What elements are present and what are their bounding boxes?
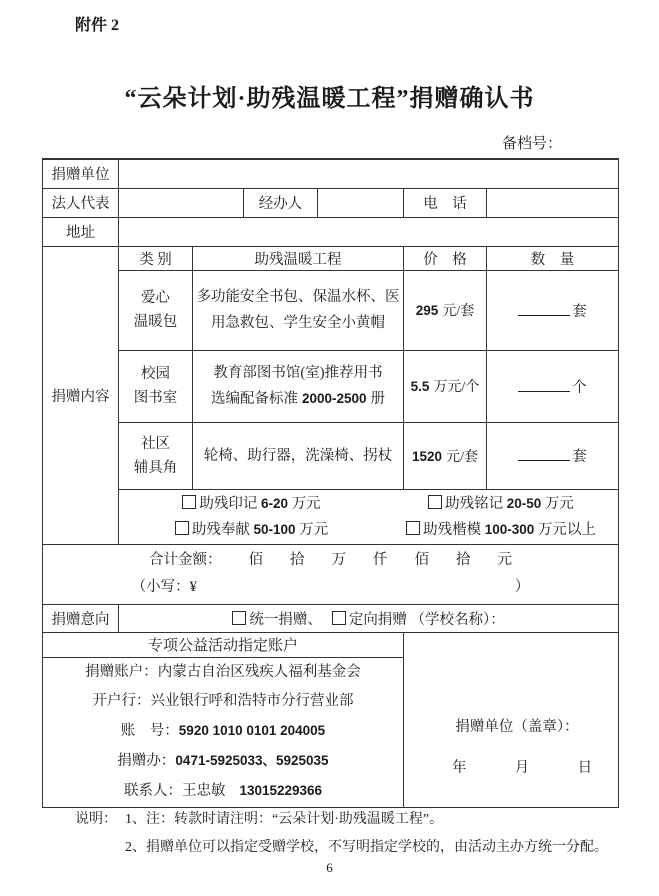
item-category: 社区 辅具角 bbox=[119, 422, 193, 489]
amount-small-input[interactable] bbox=[197, 577, 515, 591]
row-item-warm-pack bbox=[43, 270, 619, 350]
donation-tiers bbox=[119, 489, 619, 544]
legal-rep-label: 法人代表 bbox=[43, 188, 119, 217]
item-description: 多功能安全书包、保温水杯、医用急救包、学生安全小黄帽 bbox=[193, 270, 404, 350]
checkbox-tier-1[interactable] bbox=[182, 495, 196, 509]
attachment-label: 附件 2 bbox=[75, 17, 120, 34]
checkbox-directed-donation[interactable] bbox=[332, 611, 346, 625]
donor-unit-input[interactable] bbox=[119, 159, 619, 188]
date-month-label: 月 bbox=[514, 759, 530, 776]
item-description: 轮椅、助行器，洗澡椅、拐杖 bbox=[193, 422, 404, 489]
row-account-header bbox=[43, 632, 619, 657]
notes-label: 说明： bbox=[75, 812, 117, 827]
quantity-input[interactable] bbox=[518, 447, 570, 461]
checkbox-tier-2[interactable] bbox=[428, 495, 442, 509]
contact-person-line: 联系人：王忠敏 13015229366 bbox=[123, 783, 323, 799]
content-label: 捐赠内容 bbox=[43, 246, 119, 544]
item-quantity: 个 bbox=[487, 350, 619, 422]
item-description: 教育部图书馆(室)推荐用书 选编配备标准 2000-2500 册 bbox=[193, 350, 404, 422]
row-donor-unit bbox=[43, 159, 619, 188]
project-header: 助残温暖工程 bbox=[193, 246, 404, 270]
row-content-header bbox=[43, 246, 619, 270]
donation-form-table bbox=[42, 158, 619, 808]
notes-section bbox=[42, 806, 642, 862]
item-price: 5.5 万元/个 bbox=[404, 350, 487, 422]
item-price: 295 元/套 bbox=[404, 270, 487, 350]
item-price: 1520 元/套 bbox=[404, 422, 487, 489]
legal-rep-input[interactable] bbox=[119, 188, 244, 217]
item-quantity: 套 bbox=[487, 422, 619, 489]
page-number: 6 bbox=[326, 860, 333, 875]
donor-unit-label: 捐赠单位 bbox=[43, 159, 119, 188]
note-line-1: 1、注：转款时请注明：“云朵计划·助残温暖工程”。 bbox=[125, 812, 444, 827]
item-category: 爱心 温暖包 bbox=[119, 270, 193, 350]
tier-option: 助残奉献 50-100 万元 bbox=[119, 519, 384, 541]
row-item-library bbox=[43, 350, 619, 422]
office-phone-line: 捐赠办：0471-5925033、5925035 bbox=[117, 753, 329, 769]
total-amount-cell: 合计金额： 佰 拾 万 仟 佰 拾 元 （小写：¥ ） bbox=[43, 544, 619, 604]
intent-label: 捐赠意向 bbox=[43, 604, 119, 632]
address-input[interactable] bbox=[119, 217, 619, 246]
tier-option: 助残楷模 100-300 万元以上 bbox=[384, 519, 618, 541]
quantity-header: 数 量 bbox=[487, 246, 619, 270]
checkbox-unified-donation[interactable] bbox=[232, 611, 246, 625]
stamp-label: 捐赠单位（盖章）： bbox=[455, 719, 579, 735]
checkbox-tier-4[interactable] bbox=[406, 521, 420, 535]
quantity-input[interactable] bbox=[518, 302, 570, 316]
account-name-line: 捐赠账户：内蒙古自治区残疾人福利基金会 bbox=[85, 664, 361, 680]
phone-label: 电 话 bbox=[404, 188, 487, 217]
item-quantity: 套 bbox=[487, 270, 619, 350]
handler-input[interactable] bbox=[318, 188, 404, 217]
total-amount-label: 合计金额： bbox=[149, 552, 222, 568]
category-header: 类 别 bbox=[119, 246, 193, 270]
intent-options: 统一捐赠、 定向捐赠 （学校名称）： bbox=[119, 604, 619, 632]
quantity-input[interactable] bbox=[518, 378, 570, 392]
amount-small-label: （小写：¥ bbox=[131, 579, 197, 595]
account-number-line: 账 号：5920 1010 0101 204005 bbox=[120, 723, 326, 739]
tier-option: 助残印记 6-20 万元 bbox=[119, 493, 384, 515]
tier-option: 助残铭记 20-50 万元 bbox=[384, 493, 618, 515]
filing-number-label: 备档号： bbox=[501, 136, 562, 152]
account-details bbox=[43, 657, 404, 807]
bank-line: 开户行：兴业银行呼和浩特市分行营业部 bbox=[92, 693, 354, 709]
date-year-label: 年 bbox=[452, 759, 467, 776]
note-line-2: 2、捐赠单位可以指定受赠学校，不写明指定学校的，由活动主办方统一分配。 bbox=[125, 840, 608, 855]
row-total-amount bbox=[43, 544, 619, 604]
row-item-aids-corner bbox=[43, 422, 619, 489]
address-label: 地址 bbox=[43, 217, 119, 246]
row-intent bbox=[43, 604, 619, 632]
row-tiers bbox=[43, 489, 619, 544]
handler-label: 经办人 bbox=[244, 188, 318, 217]
item-category: 校园 图书室 bbox=[119, 350, 193, 422]
stamp-date-line bbox=[404, 756, 618, 777]
checkbox-tier-3[interactable] bbox=[175, 521, 189, 535]
stamp-cell bbox=[404, 632, 619, 807]
price-header: 价 格 bbox=[404, 246, 487, 270]
row-legal-rep bbox=[43, 188, 619, 217]
phone-input[interactable] bbox=[487, 188, 619, 217]
account-section-header: 专项公益活动指定账户 bbox=[43, 632, 404, 657]
page-title: “云朵计划·助残温暖工程”捐赠确认书 bbox=[124, 86, 535, 112]
row-address bbox=[43, 217, 619, 246]
date-day-label: 日 bbox=[577, 759, 593, 776]
